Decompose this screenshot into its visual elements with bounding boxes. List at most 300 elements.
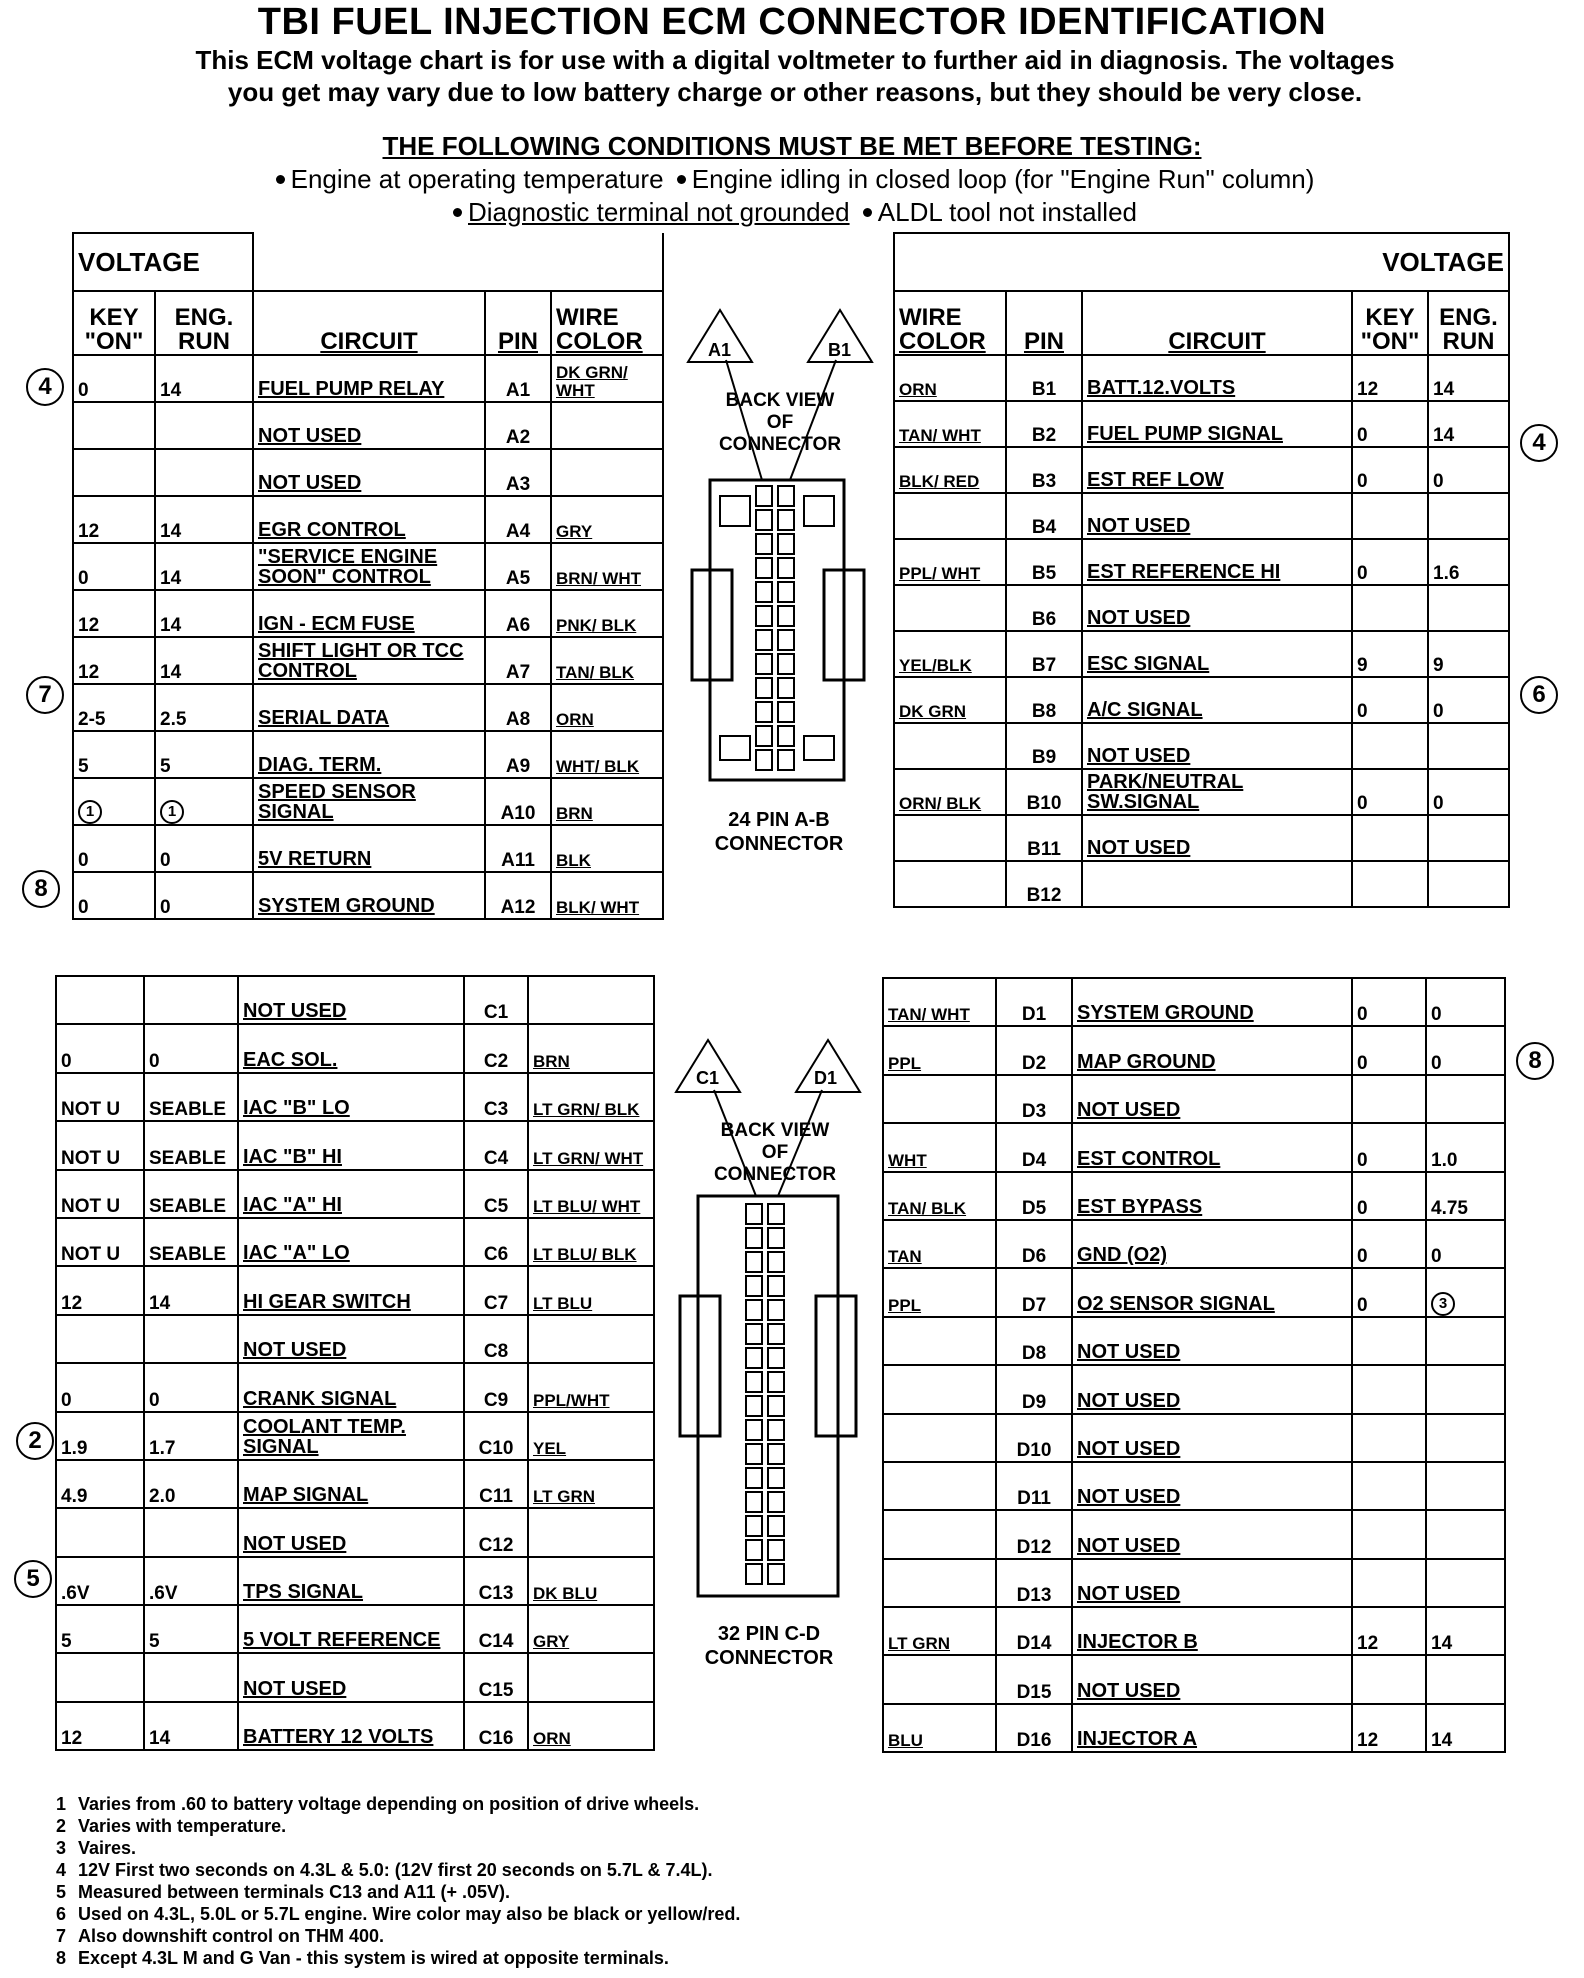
table-row [56, 1121, 654, 1169]
cell-wire: ORN/ BLK [894, 769, 1006, 815]
marker-circle: 6 [1520, 676, 1558, 714]
note-marker: 3 [1431, 1292, 1455, 1316]
cell-pin: B2 [1006, 401, 1082, 447]
cell-wire: PPL/WHT [528, 1363, 654, 1411]
table-row [883, 978, 1505, 1026]
table-row [883, 1172, 1505, 1220]
table-row [883, 1462, 1505, 1510]
cell-key: 0 [1352, 1268, 1426, 1316]
table-row [883, 1123, 1505, 1171]
cell-wire: LT GRN [528, 1460, 654, 1508]
cell-circuit: EGR CONTROL [253, 496, 485, 543]
cell-pin: B11 [1006, 815, 1082, 861]
table-row [894, 401, 1509, 447]
cell-key: 2-5 [73, 684, 155, 731]
cell-pin: B1 [1006, 355, 1082, 401]
cell-circuit: NOT USED [1072, 1414, 1352, 1462]
cell-wire: LT BLU [528, 1266, 654, 1314]
connector-ab-back-view: BACK VIEW OF CONNECTOR [718, 390, 842, 455]
table-row [56, 976, 654, 1024]
cell-circuit: IAC "A" HI [238, 1170, 464, 1218]
cell-key: 12 [1352, 1607, 1426, 1655]
cell-run: SEABLE [144, 1170, 238, 1218]
connector-pin [756, 558, 772, 578]
cell-wire: LT BLU/ BLK [528, 1218, 654, 1266]
connector-pin [756, 534, 772, 554]
cell-key [1352, 1655, 1426, 1703]
cell-wire: BRN/ WHT [551, 543, 663, 590]
cell-circuit: MAP SIGNAL [238, 1460, 464, 1508]
table-row [883, 1559, 1505, 1607]
connector-pin [746, 1372, 762, 1392]
footnote-item: 8 Except 4.3L M and G Van - this system is wired at opposite terminals. [56, 1948, 669, 1968]
table-row [894, 355, 1509, 401]
condition-3: Diagnostic terminal not grounded [468, 197, 850, 227]
cell-circuit: NOT USED [1082, 723, 1352, 769]
cell-key: 9 [1352, 631, 1428, 677]
cell-circuit: EST REF LOW [1082, 447, 1352, 493]
cell-pin: A10 [485, 778, 551, 825]
cell-circuit: GND (O2) [1072, 1220, 1352, 1268]
marker-circle: 4 [26, 368, 64, 406]
cell-key [73, 778, 155, 825]
cell-wire [883, 1462, 996, 1510]
bullet-icon [677, 175, 686, 184]
cell-pin: C2 [464, 1024, 528, 1072]
cell-wire: DK BLU [528, 1557, 654, 1605]
cell-circuit: NOT USED [1072, 1365, 1352, 1413]
cell-key [73, 402, 155, 449]
table-row [56, 1170, 654, 1218]
table-row [56, 1024, 654, 1072]
cell-pin: B6 [1006, 585, 1082, 631]
cell-run [1426, 1075, 1505, 1123]
cell-key: 0 [1352, 1172, 1426, 1220]
footnote-item: 3 Vaires. [56, 1838, 137, 1858]
connector-pin [746, 1204, 762, 1224]
cell-pin: A1 [485, 355, 551, 402]
connector-pin [778, 534, 794, 554]
table-row [73, 731, 663, 778]
table-row [883, 1414, 1505, 1462]
cell-run: 0 [155, 825, 253, 872]
table-row [894, 723, 1509, 769]
connector-pin [778, 558, 794, 578]
table-row [73, 355, 663, 402]
cell-run: 14 [155, 355, 253, 402]
table-row [73, 590, 663, 637]
conditions-line-2 [0, 197, 1584, 227]
connector-pin [746, 1396, 762, 1416]
cell-run: 0 [1426, 1220, 1505, 1268]
cell-circuit: MAP GROUND [1072, 1026, 1352, 1074]
connector-pin [746, 1516, 762, 1536]
cell-run: 0 [155, 872, 253, 919]
cell-key [1352, 1075, 1426, 1123]
cell-circuit: O2 SENSOR SIGNAL [1072, 1268, 1352, 1316]
cell-key [56, 976, 144, 1024]
cell-run: 2.5 [155, 684, 253, 731]
cell-wire: GRY [528, 1605, 654, 1653]
cell-circuit: EAC SOL. [238, 1024, 464, 1072]
connector-pin [768, 1252, 784, 1272]
cell-circuit: DIAG. TERM. [253, 731, 485, 778]
cell-wire [894, 815, 1006, 861]
cell-circuit: TPS SIGNAL [238, 1557, 464, 1605]
note-marker: 1 [160, 800, 184, 824]
cell-circuit: NOT USED [1072, 1559, 1352, 1607]
table-row [883, 1510, 1505, 1558]
connector-pin [756, 726, 772, 746]
cell-wire: LT GRN [883, 1607, 996, 1655]
cell-key: .6V [56, 1557, 144, 1605]
connector-pin [756, 750, 772, 770]
table-row [883, 1365, 1505, 1413]
table-row [894, 677, 1509, 723]
cell-circuit: NOT USED [238, 976, 464, 1024]
cell-key: 0 [1352, 978, 1426, 1026]
marker-circle: 2 [16, 1422, 54, 1460]
cell-run: 14 [1428, 401, 1509, 447]
cell-wire: BLK/ WHT [551, 872, 663, 919]
connector-pin [746, 1540, 762, 1560]
cell-wire [894, 493, 1006, 539]
cell-key [1352, 1365, 1426, 1413]
marker-circle: 8 [1516, 1042, 1554, 1080]
connector-pin [778, 750, 794, 770]
cell-run: 0 [1428, 769, 1509, 815]
table-row [73, 449, 663, 496]
table-row [883, 1317, 1505, 1365]
connector-pin [746, 1300, 762, 1320]
connector-pin [768, 1300, 784, 1320]
connector-pin [756, 702, 772, 722]
key-on-header: KEY "ON" [1352, 291, 1428, 355]
connector-pin [756, 510, 772, 530]
cell-run: 14 [155, 543, 253, 590]
connector-pin [768, 1420, 784, 1440]
connector-pin [768, 1540, 784, 1560]
cell-key: 0 [1352, 769, 1428, 815]
cell-circuit: IAC "B" HI [238, 1121, 464, 1169]
cell-wire [528, 1508, 654, 1556]
cell-key: 0 [1352, 1220, 1426, 1268]
connector-pin [778, 606, 794, 626]
cell-key: 0 [56, 1363, 144, 1411]
cell-circuit: EST BYPASS [1072, 1172, 1352, 1220]
cell-run: 14 [1426, 1704, 1505, 1752]
cell-wire: ORN [894, 355, 1006, 401]
cell-pin: A8 [485, 684, 551, 731]
cell-wire: WHT [883, 1123, 996, 1171]
cell-circuit: BATTERY 12 VOLTS [238, 1702, 464, 1750]
cell-run: 0 [144, 1024, 238, 1072]
cell-circuit: 5V RETURN [253, 825, 485, 872]
cell-run: 0 [144, 1363, 238, 1411]
cell-run: SEABLE [144, 1073, 238, 1121]
connector-pin [768, 1348, 784, 1368]
cell-run [144, 976, 238, 1024]
eng-run-header: ENG. RUN [155, 291, 253, 355]
cell-key: 0 [1352, 1026, 1426, 1074]
cell-circuit: SPEED SENSOR SIGNAL [253, 778, 485, 825]
cell-pin: D15 [996, 1655, 1072, 1703]
cell-run: 1.6 [1428, 539, 1509, 585]
connector-pin [778, 654, 794, 674]
connector-pin [768, 1492, 784, 1512]
table-row [73, 778, 663, 825]
cell-wire: BLK/ RED [894, 447, 1006, 493]
cell-circuit: SYSTEM GROUND [253, 872, 485, 919]
connector-pin [768, 1516, 784, 1536]
cell-run [1428, 723, 1509, 769]
cell-key [1352, 1559, 1426, 1607]
cell-run: .6V [144, 1557, 238, 1605]
table-row [56, 1508, 654, 1556]
cell-pin: C10 [464, 1412, 528, 1460]
cell-pin: D8 [996, 1317, 1072, 1365]
cell-circuit: EST CONTROL [1072, 1123, 1352, 1171]
cell-wire [883, 1317, 996, 1365]
cell-circuit: COOLANT TEMP. SIGNAL [238, 1412, 464, 1460]
cell-pin: D5 [996, 1172, 1072, 1220]
table-row [56, 1266, 654, 1314]
cell-circuit: NOT USED [253, 402, 485, 449]
cell-key: 0 [1352, 447, 1428, 493]
cell-wire [528, 976, 654, 1024]
cell-circuit: FUEL PUMP RELAY [253, 355, 485, 402]
table-row [883, 1655, 1505, 1703]
marker-circle: 8 [22, 870, 60, 908]
cell-circuit: NOT USED [238, 1653, 464, 1701]
table-b-pins [893, 232, 1510, 908]
cell-circuit: CRANK SIGNAL [238, 1363, 464, 1411]
connector-pin [746, 1324, 762, 1344]
cell-pin: D14 [996, 1607, 1072, 1655]
cell-key [1352, 1414, 1426, 1462]
table-d-pins [882, 977, 1506, 1753]
cell-key [1352, 585, 1428, 631]
table-row [73, 543, 663, 590]
cell-wire: YEL [528, 1412, 654, 1460]
cell-pin: B12 [1006, 861, 1082, 907]
connector-pin [768, 1204, 784, 1224]
table-row [894, 861, 1509, 907]
marker-circle: 7 [26, 676, 64, 714]
table-row [56, 1412, 654, 1460]
cell-wire: BRN [551, 778, 663, 825]
cell-pin: D3 [996, 1075, 1072, 1123]
cell-key: NOT U [56, 1073, 144, 1121]
cell-key [56, 1508, 144, 1556]
table-row [56, 1460, 654, 1508]
connector-pin [746, 1420, 762, 1440]
cell-key [1352, 861, 1428, 907]
connector-pin [768, 1276, 784, 1296]
cell-run [144, 1315, 238, 1363]
bullet-icon [276, 175, 285, 184]
cell-run [1428, 493, 1509, 539]
cell-pin: D16 [996, 1704, 1072, 1752]
connector-pin [768, 1444, 784, 1464]
cell-wire: ORN [528, 1702, 654, 1750]
cell-wire: DK GRN/ WHT [551, 355, 663, 402]
cell-pin: A7 [485, 637, 551, 684]
cell-wire [883, 1414, 996, 1462]
cell-key: 12 [1352, 355, 1428, 401]
cell-run: 14 [144, 1266, 238, 1314]
cell-circuit: EST REFERENCE HI [1082, 539, 1352, 585]
note-marker: 1 [78, 800, 102, 824]
cell-pin: D13 [996, 1559, 1072, 1607]
cell-circuit: SHIFT LIGHT OR TCC CONTROL [253, 637, 485, 684]
cell-run [1428, 861, 1509, 907]
table-row [56, 1702, 654, 1750]
connector-ab-tri-left: A1 [708, 340, 732, 360]
cell-key: 0 [1352, 677, 1428, 723]
table-row [56, 1605, 654, 1653]
cell-run [1428, 585, 1509, 631]
cell-circuit: SYSTEM GROUND [1072, 978, 1352, 1026]
pin-header: PIN [485, 291, 551, 355]
conditions-line-1 [0, 164, 1584, 194]
cell-key: 12 [73, 637, 155, 684]
connector-pin [768, 1372, 784, 1392]
cell-wire: BLU [883, 1704, 996, 1752]
eng-run-header: ENG. RUN [1428, 291, 1509, 355]
cell-circuit: HI GEAR SWITCH [238, 1266, 464, 1314]
cell-key: 0 [73, 825, 155, 872]
table-row [894, 493, 1509, 539]
connector-pin [778, 726, 794, 746]
connector-pin [778, 678, 794, 698]
wire-color-header: WIRE COLOR [551, 291, 663, 355]
cell-wire: WHT/ BLK [551, 731, 663, 778]
cell-pin: A6 [485, 590, 551, 637]
cell-run [155, 778, 253, 825]
marker-circle: 4 [1520, 424, 1558, 462]
cell-pin: C15 [464, 1653, 528, 1701]
condition-2: Engine idling in closed loop (for "Engine Run" column) [691, 164, 1315, 194]
connector-pin [768, 1468, 784, 1488]
table-row [56, 1218, 654, 1266]
table-c-pins [55, 975, 655, 1751]
cell-circuit: NOT USED [1072, 1655, 1352, 1703]
cell-run [144, 1653, 238, 1701]
cell-wire: TAN/ BLK [551, 637, 663, 684]
cell-circuit [1082, 861, 1352, 907]
table-row [883, 1075, 1505, 1123]
cell-pin: C7 [464, 1266, 528, 1314]
connector-pin [756, 582, 772, 602]
cell-run [1426, 1317, 1505, 1365]
cell-pin: B4 [1006, 493, 1082, 539]
cell-pin: A3 [485, 449, 551, 496]
cell-run: 0 [1428, 677, 1509, 723]
cell-wire [551, 402, 663, 449]
connector-pin [746, 1228, 762, 1248]
table-row [894, 585, 1509, 631]
table-row [894, 769, 1509, 815]
cell-run: 5 [155, 731, 253, 778]
cell-run [155, 449, 253, 496]
cell-circuit: NOT USED [1082, 585, 1352, 631]
cell-pin: B8 [1006, 677, 1082, 723]
cell-pin: D10 [996, 1414, 1072, 1462]
cell-circuit: NOT USED [253, 449, 485, 496]
cell-circuit: ESC SIGNAL [1082, 631, 1352, 677]
bullet-icon [863, 208, 872, 217]
cell-key: 0 [1352, 401, 1428, 447]
table-row [56, 1073, 654, 1121]
cell-circuit: NOT USED [1072, 1075, 1352, 1123]
cell-circuit: INJECTOR B [1072, 1607, 1352, 1655]
cell-run [1426, 1559, 1505, 1607]
cell-wire [883, 1075, 996, 1123]
cell-key: 0 [56, 1024, 144, 1072]
footnote-item: 1 Varies from .60 to battery voltage depending on position of drive wheels. [56, 1794, 700, 1814]
bullet-icon [453, 208, 462, 217]
footnote-item: 2 Varies with temperature. [56, 1816, 287, 1836]
footnote-item: 4 12V First two seconds on 4.3L & 5.0: (12V first 20 seconds on 5.7L & 7.4L). [56, 1860, 713, 1880]
connector-pin [756, 678, 772, 698]
cell-circuit: "SERVICE ENGINE SOON" CONTROL [253, 543, 485, 590]
table-row [894, 447, 1509, 493]
connector-ab-name: 24 PIN A-B CONNECTOR [714, 809, 844, 855]
cell-run: 5 [144, 1605, 238, 1653]
connector-pin [756, 486, 772, 506]
table-row [883, 1607, 1505, 1655]
cell-wire [883, 1655, 996, 1703]
cell-run: 14 [144, 1702, 238, 1750]
cell-circuit: NOT USED [238, 1508, 464, 1556]
cell-wire: DK GRN [894, 677, 1006, 723]
connector-pin [756, 606, 772, 626]
cell-run [1426, 1365, 1505, 1413]
marker-circle: 5 [14, 1560, 52, 1598]
cell-run: 0 [1426, 1026, 1505, 1074]
connector-pin [756, 654, 772, 674]
cell-run: 9 [1428, 631, 1509, 677]
cell-pin: D11 [996, 1462, 1072, 1510]
connector-pin [778, 582, 794, 602]
cell-circuit: BATT.12.VOLTS [1082, 355, 1352, 401]
cell-pin: D2 [996, 1026, 1072, 1074]
cell-run [1426, 1414, 1505, 1462]
cell-circuit: FUEL PUMP SIGNAL [1082, 401, 1352, 447]
cell-wire: PNK/ BLK [551, 590, 663, 637]
cell-key: 0 [73, 543, 155, 590]
table-row [73, 402, 663, 449]
cell-pin: C14 [464, 1605, 528, 1653]
cell-wire: LT GRN/ BLK [528, 1073, 654, 1121]
cell-pin: C6 [464, 1218, 528, 1266]
cell-pin: C8 [464, 1315, 528, 1363]
table-row [56, 1653, 654, 1701]
cell-run [1426, 1510, 1505, 1558]
key-on-header: KEY "ON" [73, 291, 155, 355]
cell-wire: LT GRN/ WHT [528, 1121, 654, 1169]
cell-wire: BLK [551, 825, 663, 872]
connector-cd-back-view: BACK VIEW OF CONNECTOR [713, 1120, 837, 1185]
cell-key: 12 [73, 496, 155, 543]
connector-cd-tri-left: C1 [696, 1068, 720, 1088]
cell-circuit: IAC "A" LO [238, 1218, 464, 1266]
cell-key: 0 [1352, 1123, 1426, 1171]
cell-key: 12 [1352, 1704, 1426, 1752]
cell-run: 1.7 [144, 1412, 238, 1460]
cell-circuit: 5 VOLT REFERENCE [238, 1605, 464, 1653]
